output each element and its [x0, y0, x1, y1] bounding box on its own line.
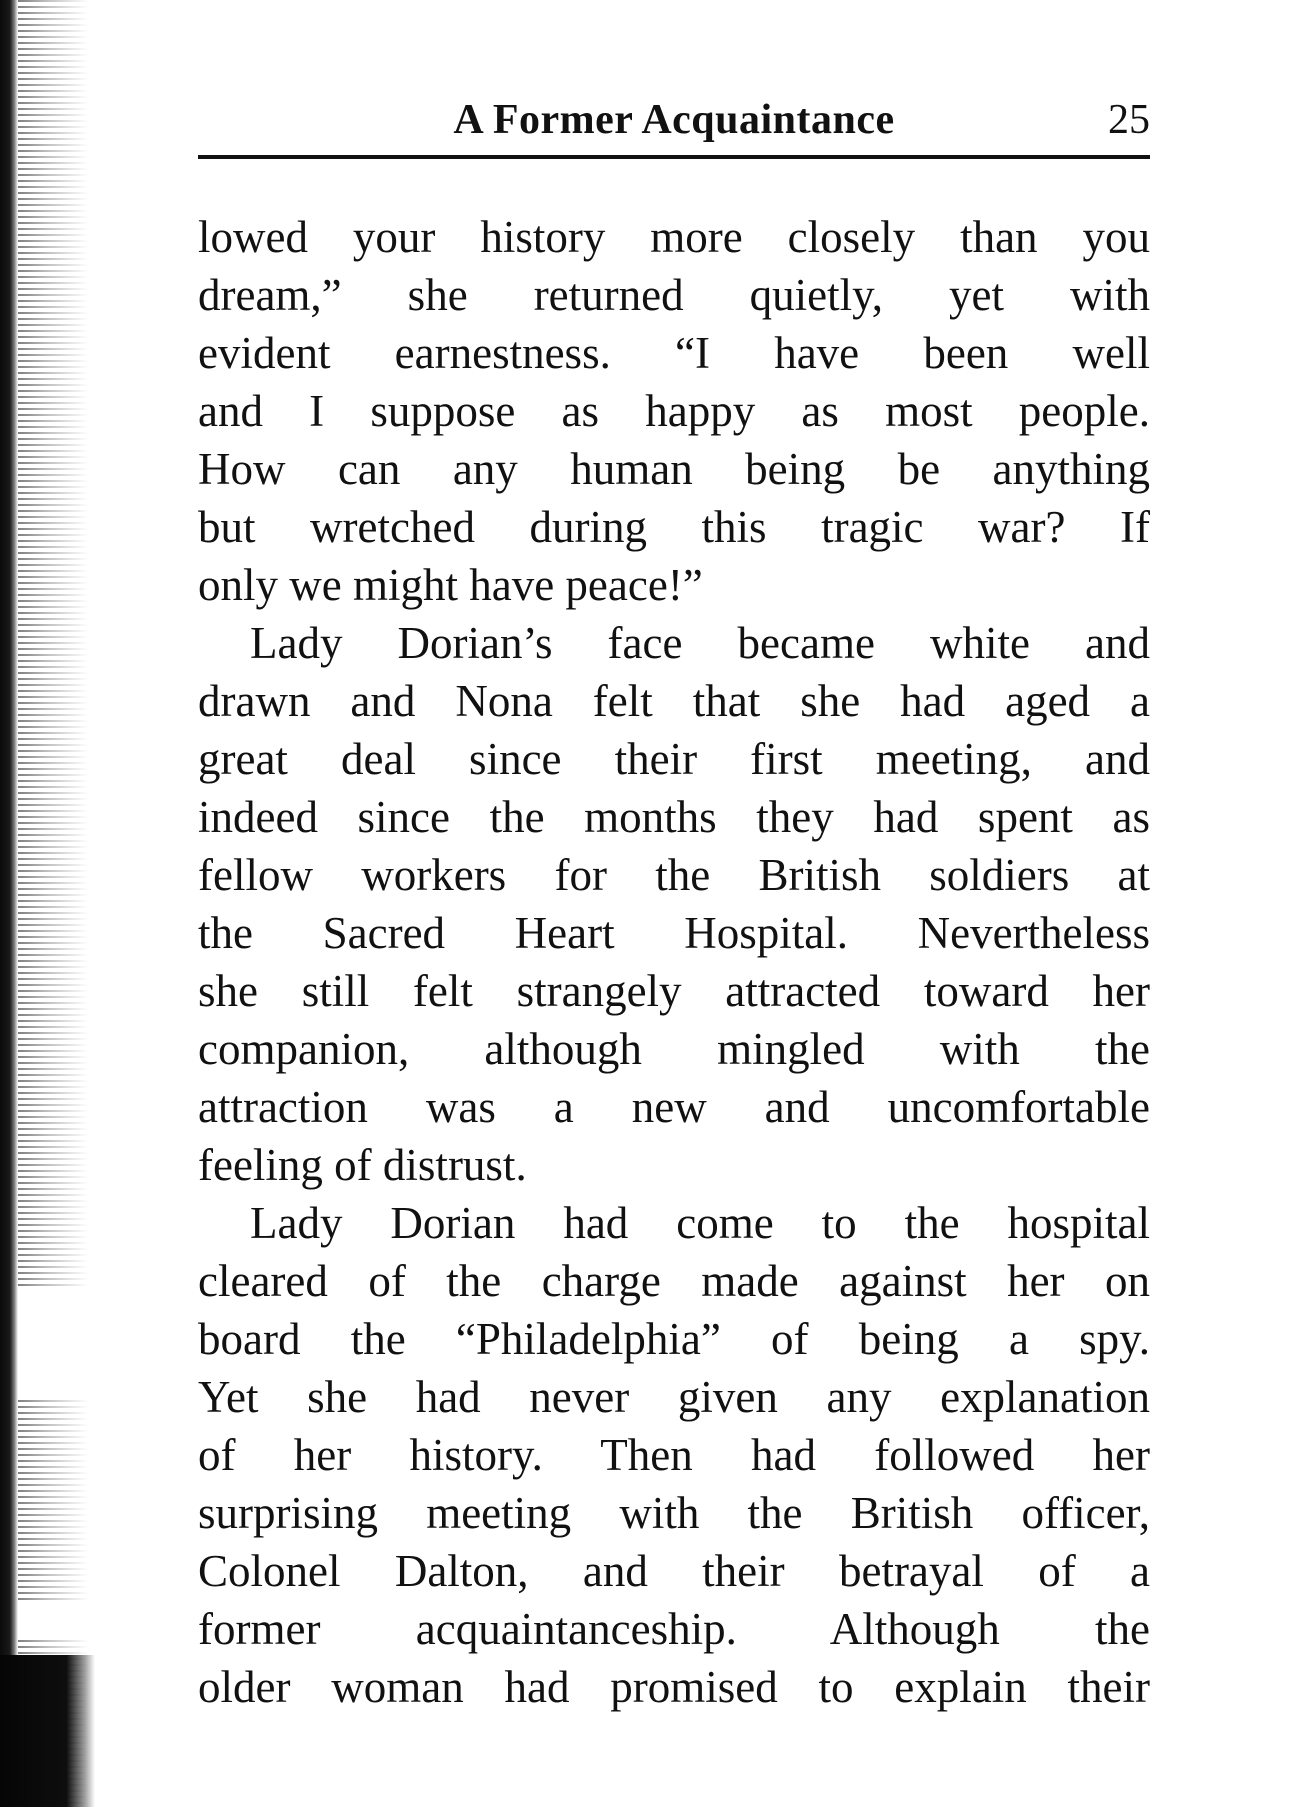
body-text — [198, 208, 1150, 1716]
text-line: great deal since their first meeting, and — [198, 734, 1150, 784]
text-line: attraction was a new and uncomfortable — [198, 1082, 1150, 1132]
text-line: Yet she had never given any explanation — [198, 1372, 1150, 1422]
running-title: A Former Acquaintance — [453, 97, 895, 143]
text-line: indeed since the months they had spent as — [198, 792, 1150, 842]
text-line: lowed your history more closely than you — [198, 212, 1150, 262]
text-line: older woman had promised to explain their — [198, 1662, 1150, 1712]
text-line: board the “Philadelphia” of being a spy. — [198, 1314, 1150, 1364]
paragraph-start-line: Lady Dorian had come to the hospital — [250, 1198, 1150, 1248]
text-line: of her history. Then had followed her — [198, 1430, 1150, 1480]
paragraph-end-line: feeling of distrust. — [198, 1140, 527, 1190]
text-line: fellow workers for the British soldiers at — [198, 850, 1150, 900]
header-rule — [198, 155, 1150, 159]
paragraph-start-line: Lady Dorian’s face became white and — [250, 618, 1150, 668]
text-line: and I suppose as happy as most people. — [198, 386, 1150, 436]
text-line: the Sacred Heart Hospital. Nevertheless — [198, 908, 1150, 958]
text-line: companion, although mingled with the — [198, 1024, 1150, 1074]
text-line: How can any human being be anything — [198, 444, 1150, 494]
page-number: 25 — [1108, 97, 1150, 143]
binding-speckle-upper — [18, 0, 88, 1290]
text-line: former acquaintanceship. Although the — [198, 1604, 1150, 1654]
text-line: surprising meeting with the British officer, — [198, 1488, 1150, 1538]
text-line: drawn and Nona felt that she had aged a — [198, 676, 1150, 726]
text-line: Colonel Dalton, and their betrayal of a — [198, 1546, 1150, 1596]
page-binding-shadow — [0, 0, 18, 1807]
binding-speckle-middle — [18, 1400, 88, 1600]
paragraph-end-line: only we might have peace!” — [198, 560, 703, 610]
text-line: she still felt strangely attracted toward her — [198, 966, 1150, 1016]
text-line: evident earnestness. “I have been well — [198, 328, 1150, 378]
binding-dark-patch — [0, 1655, 95, 1807]
text-line: but wretched during this tragic war? If — [198, 502, 1150, 552]
text-line: cleared of the charge made against her on — [198, 1256, 1150, 1306]
text-line: dream,” she returned quietly, yet with — [198, 270, 1150, 320]
page-header — [198, 92, 1150, 148]
